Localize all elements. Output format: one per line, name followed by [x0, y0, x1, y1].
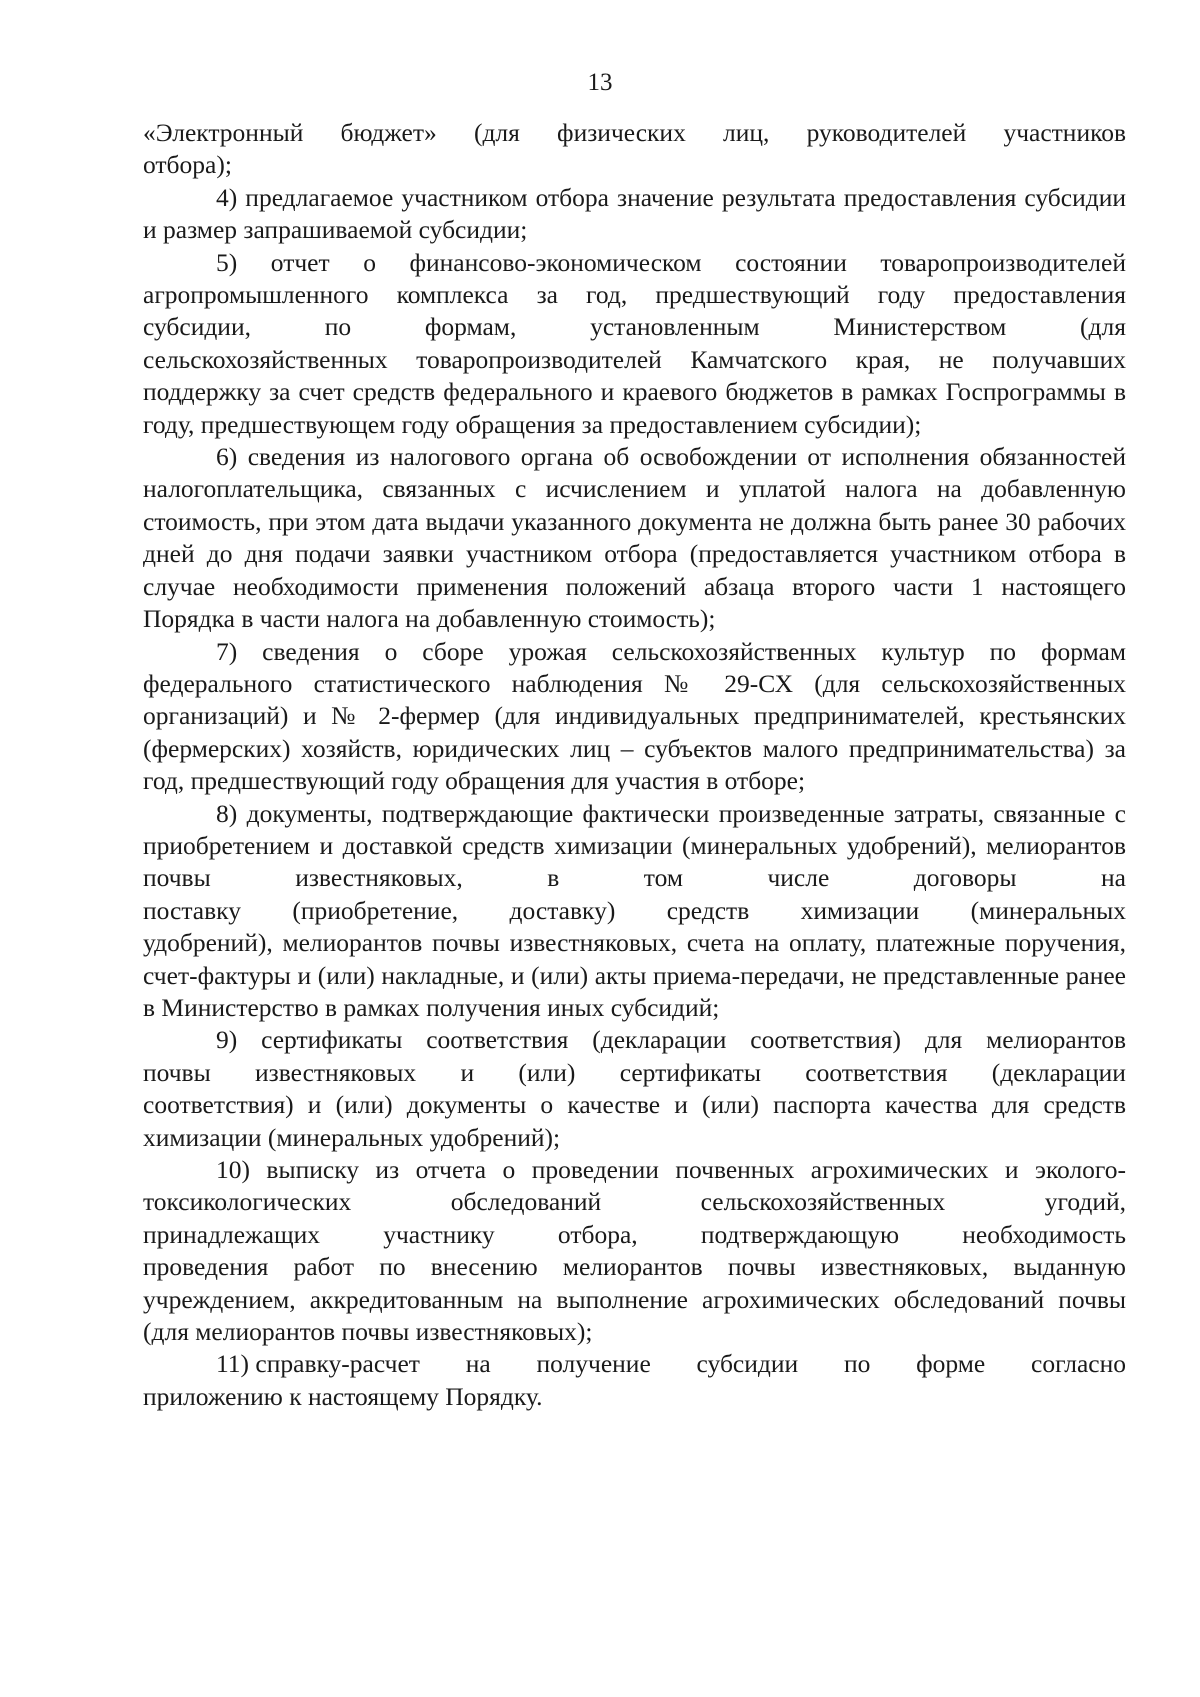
text-line: отбора);: [143, 150, 232, 180]
word: (или): [518, 1057, 576, 1087]
paragraph-item-6: 6) сведения из налогового органа об освобождении от исполнения обязанностей налогоплательщика, связанных с исчислением и уплатой налога на добавленную стоимость, при этом дата выдачи указанного документа не должна быть ранее 30 рабочих дней до дня подачи заявки участником отбора (предоставляется участником отбора в случае необходимости применения положений абзаца второго части 1 настоящего Порядка в части налога на добавленную стоимость);: [143, 442, 1126, 634]
word: и: [460, 1057, 475, 1087]
paragraph-item-7: 7) сведения о сборе урожая сельскохозяйственных культур по формам федерального статистического наблюдения № 29-СХ (для сельскохозяйственных организаций) и № 2-фермер (для индивидуальных предпринимателей, крестьянских (фермерских) хозяйств, юридических лиц – субъектов малого предпринимательства) за год, предшествующий году обращения для участия в отборе;: [143, 636, 1126, 796]
page-number: 13: [587, 69, 613, 96]
paragraph-text: проведения работ по внесению мелиорантов почвы известняковых, выданную учреждением, аккредитованным на выполнение агрохимических обследований почвы (для мелиорантов почвы известняковых);: [143, 1252, 1126, 1347]
word: отбора,: [557, 1219, 638, 1249]
word: принадлежащих: [143, 1219, 320, 1249]
paragraph-text: 5) отчет о финансово-экономическом состоянии товаропроизводителей агропромышленного комплекса за год, предшествующий году предоставления: [143, 247, 1126, 310]
word: подтверждающую: [700, 1219, 900, 1249]
word: 11) справку-расчет: [216, 1349, 420, 1379]
spread-line: [143, 1348, 1126, 1380]
word: формам,: [424, 312, 517, 342]
paragraph-text: удобрений), мелиорантов почвы известняковых, счета на оплату, платежные поручения, счет-фактуры и (или) накладные, и (или) акты приема-передачи, не представленные ранее в Министерство в рамках получения иных субсидий;: [143, 928, 1126, 1022]
word: сельскохозяйственных: [700, 1187, 946, 1217]
word: получение: [536, 1349, 651, 1379]
paragraph-item-11: [143, 1348, 1126, 1413]
word: согласно: [1031, 1349, 1126, 1379]
paragraph-item-3-continuation: [143, 117, 1126, 182]
spread-line: [143, 1219, 1126, 1251]
word: по: [324, 312, 352, 342]
word: на: [465, 1349, 491, 1379]
paragraph-item-5: [143, 247, 1126, 441]
word: необходимость: [962, 1219, 1126, 1249]
word: субсидии: [696, 1349, 799, 1379]
word: по: [843, 1349, 871, 1379]
word: поставку: [143, 895, 241, 925]
word: доставку): [509, 895, 616, 925]
paragraph-item-10: [143, 1154, 1126, 1348]
word: (приобретение,: [292, 895, 459, 925]
paragraph-item-4: 4) предлагаемое участником отбора значение результата предоставления субсидии и размер запрашиваемой субсидии;: [143, 182, 1126, 245]
word: Министерством: [833, 312, 1007, 342]
paragraph-text: соответствия) и (или) документы о качестве и (или) паспорта качества для средств химизации (минеральных удобрений);: [143, 1090, 1126, 1152]
paragraph-text: 10) выписку из отчета о проведении почвенных агрохимических и эколого-: [216, 1155, 1126, 1184]
paragraph-item-8: [143, 798, 1126, 1025]
text-line: «Электронный бюджет» (для физических лиц, руководителей участников: [143, 118, 1126, 147]
word: обследований: [450, 1187, 602, 1217]
word: (для: [1080, 312, 1126, 342]
word: почвы: [143, 1057, 211, 1087]
spread-line: [143, 1186, 1126, 1218]
word: токсикологических: [143, 1187, 352, 1217]
word: форме: [916, 1349, 986, 1379]
word: средств: [666, 895, 750, 925]
word: участнику: [383, 1219, 495, 1249]
paragraph-text: приложению к настоящему Порядку.: [143, 1381, 543, 1411]
word: установленным: [590, 312, 760, 342]
spread-line: [143, 311, 1126, 343]
word: субсидии,: [143, 312, 251, 342]
paragraph-item-9: [143, 1024, 1126, 1154]
spread-line: [143, 1057, 1126, 1089]
word: (минеральных: [970, 895, 1126, 925]
word: угодий,: [1044, 1187, 1126, 1217]
paragraph-text: сельскохозяйственных товаропроизводителей Камчатского края, не получавших поддержку за счет средств федерального и краевого бюджетов в рамках Госпрограммы в году, предшествующем году обращения за предоставлением субсидии);: [143, 344, 1126, 439]
document-body: [143, 117, 1126, 1413]
word: химизации: [800, 895, 920, 925]
word: известняковых: [255, 1057, 417, 1087]
word: (декларации: [991, 1057, 1126, 1087]
paragraph-text: 8) документы, подтверждающие фактически произведенные затраты, связанные с приобретением и доставкой средств химизации (минеральных удобрений), мелиорантов почвы известняковых, в том числе договоры на: [143, 798, 1126, 893]
word: соответствия: [805, 1057, 948, 1087]
word: сертификаты: [619, 1057, 761, 1087]
paragraph-text: 9) сертификаты соответствия (декларации соответствия) для мелиорантов: [216, 1025, 1126, 1055]
spread-line: [143, 895, 1126, 927]
